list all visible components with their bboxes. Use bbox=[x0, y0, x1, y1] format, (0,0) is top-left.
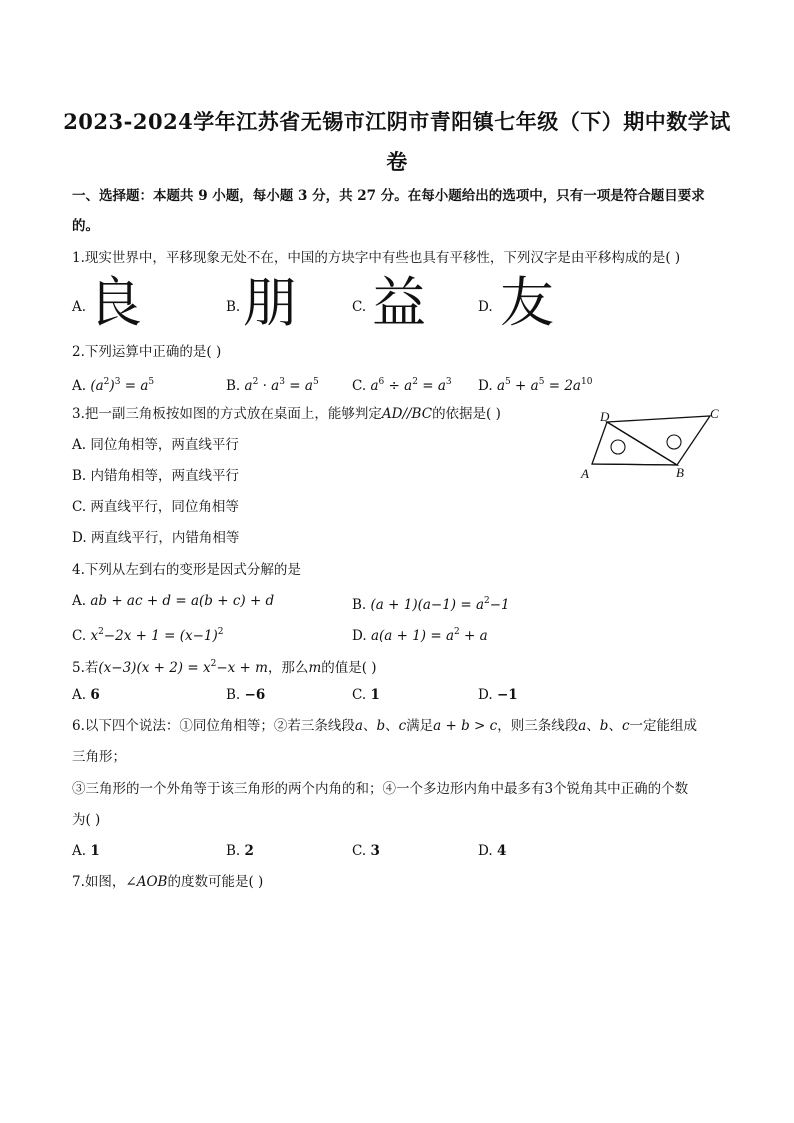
q3-triangles-figure bbox=[575, 402, 725, 482]
question-6-line2: 三角形； bbox=[72, 749, 126, 765]
q1-option-a-char: 良 bbox=[88, 271, 142, 334]
label-a: A bbox=[581, 466, 589, 481]
q3-option-c: C. 两直线平行，同位角相等 bbox=[72, 499, 239, 515]
q6-option-b: B. 2 bbox=[226, 843, 254, 859]
q5-option-a: A. 6 bbox=[72, 687, 100, 703]
q6-option-c: C. 3 bbox=[352, 843, 380, 859]
q2-option-c: C. $a^6 \div a^2 = a^3$ bbox=[352, 377, 452, 394]
q2-option-b: B. $a^2 \cdot a^3 = a^5$ bbox=[226, 377, 319, 394]
label-b: B bbox=[676, 465, 684, 480]
question-7-stem: 7.如图，∠AOB的度数可能是( ) bbox=[72, 874, 264, 890]
section-heading-line1: 一、选择题：本题共 9 小题，每小题 3 分，共 27 分。在每小题给出的选项中，只有一项是符合题目要求 bbox=[72, 188, 705, 204]
q6-option-a: A. 1 bbox=[72, 843, 100, 859]
q2-option-a: A. $(a^2)^3 = a^5$ bbox=[72, 377, 155, 394]
question-5-stem: 5.若$(x-3)(x + 2) = x^2-x + m$，那么m的值是( ) bbox=[72, 659, 377, 676]
q1-option-c-char: 益 bbox=[372, 271, 426, 334]
question-6-line4: 为( ) bbox=[72, 812, 101, 828]
left-triangle-hole bbox=[611, 440, 625, 454]
question-1-stem: 1.现实世界中，平移现象无处不在，中国的方块字中有些也具有平移性，下列汉字是由平移构成的是( ) bbox=[72, 250, 681, 266]
left-triangle bbox=[592, 422, 677, 465]
q4-option-c: C. $x^2-2x + 1 = (x-1)^2$ bbox=[72, 627, 224, 644]
q4-option-b: B. $(a + 1)(a-1) = a^2-1$ bbox=[352, 596, 510, 613]
q1-option-d-label: D. bbox=[478, 299, 493, 315]
q3-option-b: B. 内错角相等，两直线平行 bbox=[72, 468, 240, 484]
label-c: C bbox=[710, 406, 719, 421]
question-2-stem: 2.下列运算中正确的是( ) bbox=[72, 344, 222, 360]
label-d: D bbox=[600, 409, 610, 424]
q1-option-b-label: B. bbox=[226, 299, 241, 315]
q1-option-a-label: A. bbox=[72, 299, 87, 315]
q3-option-a: A. 同位角相等，两直线平行 bbox=[72, 437, 239, 453]
q5-option-b: B. −6 bbox=[226, 687, 266, 703]
right-triangle bbox=[607, 416, 710, 465]
question-4-stem: 4.下列从左到右的变形是因式分解的是 bbox=[72, 562, 301, 578]
q1-option-c-label: C. bbox=[352, 299, 367, 315]
section-heading-line2: 的。 bbox=[72, 218, 99, 234]
q5-option-d: D. −1 bbox=[478, 687, 518, 703]
exam-title-line1: 2023-2024学年江苏省无锡市江阴市青阳镇七年级（下）期中数学试 bbox=[63, 109, 731, 134]
right-triangle-hole bbox=[667, 435, 681, 449]
question-3-stem: 3.把一副三角板按如图的方式放在桌面上，能够判定AD//BC的依据是( ) bbox=[72, 406, 501, 422]
q4-option-d: D. $a(a + 1) = a^2 + a$ bbox=[352, 627, 488, 644]
q2-option-d: D. $a^5 + a^5 = 2a^{10}$ bbox=[478, 377, 593, 394]
question-6-line3: ③三角形的一个外角等于该三角形的两个内角的和；④一个多边形内角中最多有3个锐角其中正确的个数 bbox=[72, 781, 689, 797]
q6-option-d: D. 4 bbox=[478, 843, 507, 859]
segment-ab bbox=[592, 464, 677, 465]
q3-option-d: D. 两直线平行，内错角相等 bbox=[72, 530, 240, 546]
q1-option-b-char: 朋 bbox=[243, 271, 297, 334]
q5-option-c: C. 1 bbox=[352, 687, 380, 703]
exam-title-line2: 卷 bbox=[386, 149, 408, 174]
question-6-line1: 6.以下四个说法：①同位角相等；②若三条线段a、b、c满足a + b > c，则三条线段a、b、c一定能组成 bbox=[72, 718, 697, 734]
q4-option-a: A. ab + ac + d = a(b + c) + d bbox=[72, 593, 275, 609]
q1-option-d-char: 友 bbox=[500, 271, 554, 334]
